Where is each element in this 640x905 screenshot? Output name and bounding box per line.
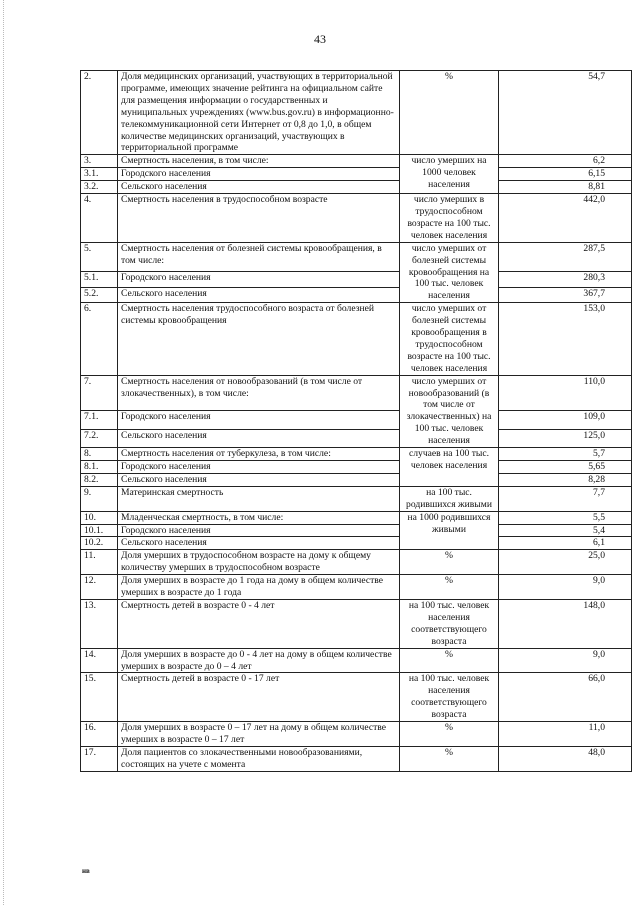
- table-row: [81, 181, 632, 194]
- indicator-name: Доля умерших в возрасте 0 – 17 лет на дому в общем количестве умерших в возрасте 0 – 17 лет: [118, 722, 400, 747]
- footer-mark: нв: [82, 867, 90, 875]
- table-row: [81, 575, 632, 600]
- value-cell: 25,0: [499, 550, 632, 575]
- row-number: 3.2.: [81, 181, 118, 194]
- table-row: [81, 71, 632, 155]
- value-cell: 6,15: [499, 168, 632, 181]
- value-cell: 287,5: [499, 242, 632, 272]
- indicator-name: Сельского населения: [118, 181, 400, 194]
- value-cell: 148,0: [499, 599, 632, 648]
- row-number: 17.: [81, 746, 118, 771]
- value-cell: 125,0: [499, 429, 632, 447]
- page-edge: [3, 0, 4, 905]
- row-number: 8.1.: [81, 461, 118, 474]
- unit-cell: %: [400, 648, 499, 673]
- value-cell: 367,7: [499, 287, 632, 302]
- row-number: 5.1.: [81, 272, 118, 287]
- unit-cell: на 100 тыс. родившихся живыми: [400, 486, 499, 511]
- value-cell: 109,0: [499, 411, 632, 429]
- row-number: 15.: [81, 673, 118, 722]
- value-cell: 5,5: [499, 511, 632, 524]
- unit-cell: %: [400, 550, 499, 575]
- value-cell: 48,0: [499, 746, 632, 771]
- value-cell: 9,0: [499, 575, 632, 600]
- row-number: 14.: [81, 648, 118, 673]
- table-row: [81, 599, 632, 648]
- table-row: [81, 524, 632, 537]
- indicator-name: Сельского населения: [118, 429, 400, 447]
- table-row: [81, 461, 632, 474]
- value-cell: 153,0: [499, 303, 632, 375]
- table-row: [81, 272, 632, 287]
- table-row: [81, 537, 632, 550]
- row-number: 3.: [81, 155, 118, 168]
- indicator-name: Доля умерших в возрасте до 0 - 4 лет на дому в общем количестве умерших в возрасте до 0 – 4 лет: [118, 648, 400, 673]
- value-cell: 11,0: [499, 722, 632, 747]
- value-cell: 8,28: [499, 473, 632, 486]
- row-number: 16.: [81, 722, 118, 747]
- indicator-name: Смертность детей в возрасте 0 - 17 лет: [118, 673, 400, 722]
- row-number: 13.: [81, 599, 118, 648]
- table-row: [81, 722, 632, 747]
- value-cell: 5,7: [499, 448, 632, 461]
- unit-cell: на 100 тыс. человек населения соответствующего возраста: [400, 599, 499, 648]
- row-number: 7.: [81, 375, 118, 411]
- row-number: 5.: [81, 242, 118, 272]
- unit-cell: число умерших от болезней системы кровообращения на 100 тыс. человек населения: [400, 242, 499, 303]
- value-cell: 54,7: [499, 71, 632, 155]
- table-row: [81, 486, 632, 511]
- table-row: [81, 648, 632, 673]
- value-cell: 6,2: [499, 155, 632, 168]
- row-number: 6.: [81, 303, 118, 375]
- row-number: 2.: [81, 71, 118, 155]
- row-number: 8.: [81, 448, 118, 461]
- unit-cell: число умерших в трудоспособном возрасте на 100 тыс. человек населения: [400, 194, 499, 243]
- unit-cell: число умерших от болезней системы кровообращения в трудоспособном возрасте на 100 тыс. человек населения: [400, 303, 499, 375]
- unit-cell: случаев на 100 тыс. человек населения: [400, 448, 499, 487]
- unit-cell: число умерших на 1000 человек населения: [400, 155, 499, 194]
- row-number: 10.1.: [81, 524, 118, 537]
- unit-cell: на 1000 родившихся живыми: [400, 511, 499, 550]
- row-number: 3.1.: [81, 168, 118, 181]
- indicator-name: Смертность населения трудоспособного возраста от болезней системы кровообращения: [118, 303, 400, 375]
- table-row: [81, 168, 632, 181]
- indicator-name: Городского населения: [118, 411, 400, 429]
- indicator-name: Доля умерших в возрасте до 1 года на дому в общем количестве умерших в возрасте до 1 года: [118, 575, 400, 600]
- row-number: 12.: [81, 575, 118, 600]
- value-cell: 280,3: [499, 272, 632, 287]
- unit-cell: число умерших от новообразований (в том числе от злокачественных) на 100 тыс. человек населения: [400, 375, 499, 447]
- indicator-name: Сельского населения: [118, 287, 400, 302]
- page-number: 43: [314, 32, 326, 46]
- row-number: 11.: [81, 550, 118, 575]
- row-number: 5.2.: [81, 287, 118, 302]
- indicator-name: Городского населения: [118, 168, 400, 181]
- indicator-name: Городского населения: [118, 272, 400, 287]
- indicator-name: Городского населения: [118, 524, 400, 537]
- table-row: [81, 473, 632, 486]
- indicator-name: Доля медицинских организаций, участвующих в территориальной программе, имеющих значение рейтинга на официальном сайте для размещения информации о государственных и муниципальных учреждениях (www.bus.gov.ru) в информационно-телекоммуникационной сети Интернет от 0,8 до 1,0, в общем количестве медицинских организаций, участвующих в территориальной программе: [118, 71, 400, 155]
- row-number: 10.2.: [81, 537, 118, 550]
- indicators-table: [80, 70, 632, 772]
- unit-cell: %: [400, 71, 499, 155]
- unit-cell: на 100 тыс. человек населения соответствующего возраста: [400, 673, 499, 722]
- indicator-name: Смертность населения от туберкулеза, в том числе:: [118, 448, 400, 461]
- table-row: [81, 746, 632, 771]
- indicator-name: Смертность населения от болезней системы кровообращения, в том числе:: [118, 242, 400, 272]
- value-cell: 8,81: [499, 181, 632, 194]
- unit-cell: %: [400, 722, 499, 747]
- row-number: 10.: [81, 511, 118, 524]
- value-cell: 5,65: [499, 461, 632, 474]
- table-row: [81, 155, 632, 168]
- value-cell: 66,0: [499, 673, 632, 722]
- table-row: [81, 375, 632, 411]
- table-row: [81, 673, 632, 722]
- table-row: [81, 511, 632, 524]
- indicator-name: Младенческая смертность, в том числе:: [118, 511, 400, 524]
- unit-cell: %: [400, 575, 499, 600]
- value-cell: 7,7: [499, 486, 632, 511]
- table-row: [81, 242, 632, 272]
- value-cell: 442,0: [499, 194, 632, 243]
- table-row: [81, 429, 632, 447]
- row-number: 7.2.: [81, 429, 118, 447]
- indicator-name: Смертность населения в трудоспособном возрасте: [118, 194, 400, 243]
- indicator-name: Сельского населения: [118, 473, 400, 486]
- unit-cell: %: [400, 746, 499, 771]
- table-row: [81, 287, 632, 302]
- indicator-name: Доля умерших в трудоспособном возрасте на дому к общему количеству умерших в трудоспособном возрасте: [118, 550, 400, 575]
- row-number: 7.1.: [81, 411, 118, 429]
- value-cell: 110,0: [499, 375, 632, 411]
- table-row: [81, 550, 632, 575]
- table-row: [81, 411, 632, 429]
- indicator-name: Сельского населения: [118, 537, 400, 550]
- value-cell: 5,4: [499, 524, 632, 537]
- row-number: 9.: [81, 486, 118, 511]
- indicator-name: Доля пациентов со злокачественными новообразованиями, состоящих на учете с момента: [118, 746, 400, 771]
- indicator-name: Материнская смертность: [118, 486, 400, 511]
- table-row: [81, 303, 632, 375]
- indicator-name: Городского населения: [118, 461, 400, 474]
- value-cell: 9,0: [499, 648, 632, 673]
- value-cell: 6,1: [499, 537, 632, 550]
- table-row: [81, 194, 632, 243]
- table-row: [81, 448, 632, 461]
- indicator-name: Смертность детей в возрасте 0 - 4 лет: [118, 599, 400, 648]
- row-number: 8.2.: [81, 473, 118, 486]
- indicator-name: Смертность населения от новообразований (в том числе от злокачественных), в том числе:: [118, 375, 400, 411]
- row-number: 4.: [81, 194, 118, 243]
- indicator-name: Смертность населения, в том числе:: [118, 155, 400, 168]
